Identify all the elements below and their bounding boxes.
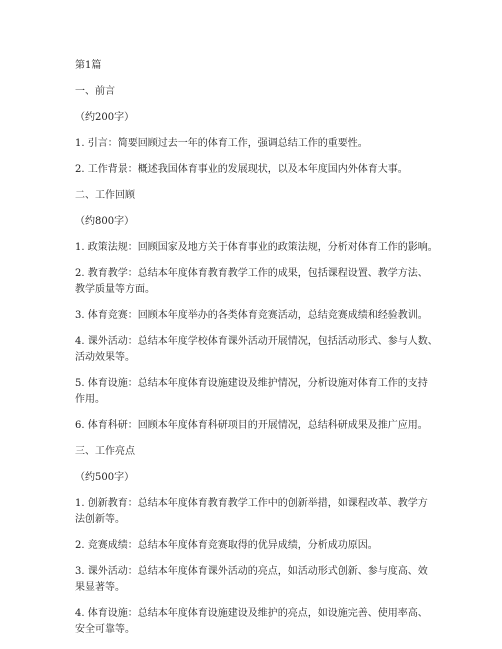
- list-item: 2. 竞赛成绩：总结本年度体育竞赛取得的优异成绩，分析成功原因。: [75, 540, 378, 551]
- list-item-continuation: 法创新等。: [75, 514, 125, 525]
- list-item-continuation: 教学质量等方面。: [75, 284, 155, 295]
- list-item-continuation: 作用。: [75, 394, 105, 405]
- section-word-count: （约500字）: [75, 472, 135, 483]
- list-item: 2. 工作背景：概述我国体育事业的发展现状，以及本年度国内外体育大事。: [75, 164, 408, 175]
- list-item-continuation: 果显著等。: [75, 582, 125, 593]
- section-heading: 二、工作回顾: [75, 190, 135, 201]
- list-item: 4. 课外活动：总结本年度学校体育课外活动开展情况，包括活动形式、参与人数、: [75, 336, 438, 347]
- part-title: 第1篇: [75, 60, 102, 71]
- section-heading: 一、前言: [75, 86, 115, 97]
- section-word-count: （约800字）: [75, 216, 135, 227]
- list-item: 5. 体育设施：总结本年度体育设施建设及维护情况，分析设施对体育工作的支持: [75, 378, 428, 389]
- list-item: 1. 创新教育：总结本年度体育教育教学工作中的创新举措，如课程改革、教学方: [75, 498, 428, 509]
- list-item: 2. 教育教学：总结本年度体育教育教学工作的成果，包括课程设置、教学方法、: [75, 268, 428, 279]
- list-item-continuation: 安全可靠等。: [75, 624, 135, 635]
- list-item: 3. 课外活动：总结本年度体育课外活动的亮点，如活动形式创新、参与度高、效: [75, 566, 428, 577]
- list-item: 1. 引言：简要回顾过去一年的体育工作，强调总结工作的重要性。: [75, 138, 368, 149]
- list-item: 1. 政策法规：回顾国家及地方关于体育事业的政策法规，分析对体育工作的影响。: [75, 242, 438, 253]
- list-item-continuation: 活动效果等。: [75, 352, 135, 363]
- list-item: 4. 体育设施：总结本年度体育设施建设及维护的亮点，如设施完善、使用率高、: [75, 608, 428, 619]
- section-word-count: （约200字）: [75, 112, 135, 123]
- list-item: 6. 体育科研：回顾本年度体育科研项目的开展情况，总结科研成果及推广应用。: [75, 420, 428, 431]
- list-item: 3. 体育竞赛：回顾本年度举办的各类体育竞赛活动，总结竞赛成绩和经验教训。: [75, 310, 428, 321]
- section-heading: 三、工作亮点: [75, 446, 135, 457]
